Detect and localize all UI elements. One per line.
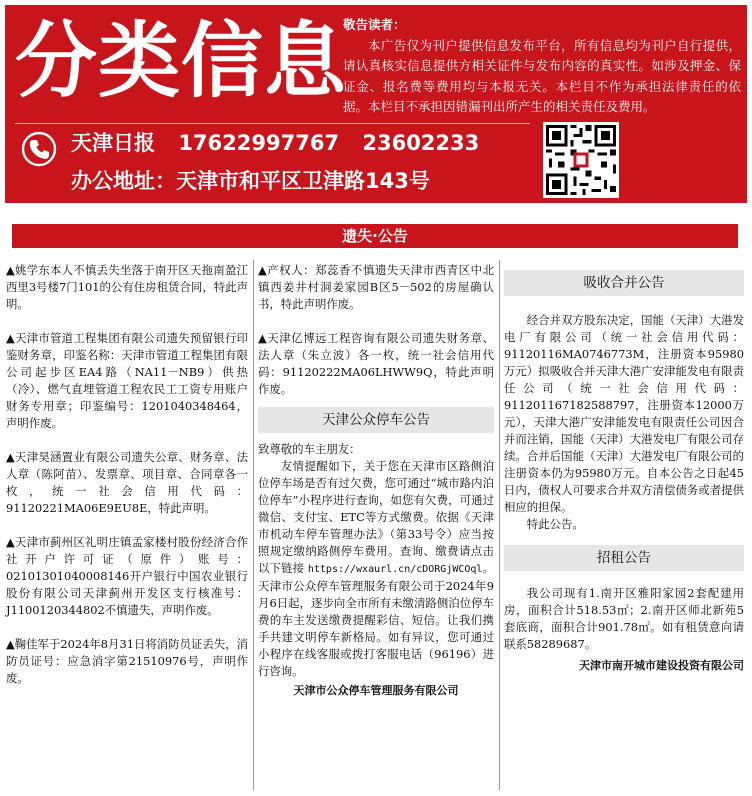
merger-notice-title: 吸收合并公告 — [504, 270, 744, 296]
notice-item: ▲产权人：郑蕊香不慎遗失天津市西青区中北镇西姜井村洞姜家园B区5－502的房屋确认书，特此声明作废。 — [258, 263, 494, 311]
notice-item: ▲姚学东本人不慎丢失坐落于南开区天拖南盈江西里3号楼7门101的公有住房租赁合同，特此声明。 — [6, 263, 248, 311]
phone-icon — [21, 131, 57, 167]
section-title: 遗失·公告 — [12, 224, 738, 248]
page-title: 分类信息 — [15, 14, 348, 109]
column-merger-rent — [504, 262, 744, 790]
paper-name: 天津日报 — [71, 131, 155, 155]
parking-notice-title: 天津公众停车公告 — [258, 407, 494, 433]
merger-notice-body: 经合并双方股东决定，国能（天津）大港发电厂有限公司（统一社会信用代码：91120116MA0746773M，注册资本95980万元）拟吸收合并天津大港广安津能发电有限责任公司（统一社会信用代码：91120116718258879​7，注册资本12000万元），天津大港广安津能发电有限责任公司因合并而注销，国能（天津）大港发电厂有限公司存续。合并后国能（天津）大港发电厂有限公司的注册资本仍为95980万元。自本公告之日起45日内，债权人可要求合并双方清偿债务或者提供相应的担保。 — [504, 313, 744, 514]
column-divider — [253, 260, 254, 790]
rent-notice-body: 我公司现有1.南开区雅阳家园2套配建用房，面积合计518.53㎡；2.南开区师北新苑5套底商，面积合计901.78㎡。如有租赁意向请联系58289687。 — [504, 586, 744, 651]
phone-number-1: 17622997767 — [178, 131, 340, 155]
contact-line — [71, 127, 495, 159]
office-address: 办公地址：天津市和平区卫津路143号 — [71, 169, 430, 193]
notice-item: ▲天津亿博远工程咨询有限公司遗失财务章、法人章（朱立波）各一枚，统一社会信用代码：91120222MA06LHWW9Q，特此声明作废。 — [258, 331, 494, 396]
parking-salutation: 致尊敬的车主朋友： — [258, 442, 361, 456]
rent-notice-title: 招租公告 — [504, 545, 744, 571]
parking-payment-link[interactable]: https://wxaurl.cn/cDORGjWCOql — [307, 564, 483, 575]
parking-body-part-1: 友情提醒如下，关于您在天津市区路侧泊位停车场是否有过欠费，您可通过“城市路内泊位停车”小程序进行查询，如您有欠费，可通过微信、支付宝、ETC等方式缴费。依据《天津市机动车停车管理办法》（第33号令）应当按照规定缴纳路侧停车费用。查询、缴费请点击以下链接 — [258, 459, 494, 575]
notice-item: ▲天津市管道工程集团有限公司遗失预留银行印鉴财务章，印鉴名称：天津市管道工程集团有限公司起步区EA4路（NA11－NB9）供热（冷）、燃气直埋管道工程农民工工资专用账户财务专用章；印鉴编号：1201040348464，声明作废。 — [6, 331, 248, 430]
phone-number-2: 23602233 — [362, 131, 480, 155]
banner-divider — [15, 123, 530, 124]
notice-item: ▲天津市蓟州区礼明庄镇孟家楼村股份经济合作社开户许可证（原件）账号：02101301040008146开户银行中国农业银行股份有限公司天津蓟州开发区支行核准号：J1100120344802不慎遗失，声明作废。 — [6, 535, 248, 617]
notice-body: 本广告仅为刊户提供信息发布平台，所有信息均为刊户自行提供，请认真核实信息提供方相关证件与发布内容的真实性。如涉及押金、保证金、报名费等费用均与本报无关。本栏目不作为承担法律责任的依据。本栏目不承担因错漏刊出所产生的相关责任及费用。 — [343, 37, 741, 114]
notice-title: 敬告读者： — [343, 17, 406, 32]
column-divider — [499, 260, 500, 790]
column-notices-parking — [258, 262, 494, 790]
notice-item: ▲鞠佳军于2024年8月31日将消防员证丢失，消防员证号：应急消字第21510976号，声明作废。 — [6, 637, 248, 685]
parking-notice-body — [258, 458, 494, 680]
column-lost-notices — [6, 262, 248, 790]
qr-code-icon — [543, 122, 619, 198]
merger-notice-closing: 特此公告。 — [526, 517, 584, 531]
reader-notice — [343, 15, 741, 118]
parking-signature: 天津市公众停车管理服务有限公司 — [293, 684, 459, 697]
header-banner — [5, 5, 747, 203]
parking-body-part-2: 。天津市公众停车管理服务有限公司于2024年9月6日起，逐步向全市所有未缴清路侧泊位停车费的车主发送缴费提醒彩信、短信。让我们携手共建文明停车新格局。如有异议，您可通过小程序在线客服或拨打客服电话（96196）进行咨询。 — [258, 561, 494, 678]
notice-item: ▲天津昊涵置业有限公司遗失公章、财务章、法人章（陈阿苗）、发票章、项目章、合同章各一枚，统一社会信用代码：91120221MA06E9EU8E，特此声明。 — [6, 450, 248, 515]
rent-signature: 天津市南开城市建设投资有限公司 — [579, 659, 744, 672]
